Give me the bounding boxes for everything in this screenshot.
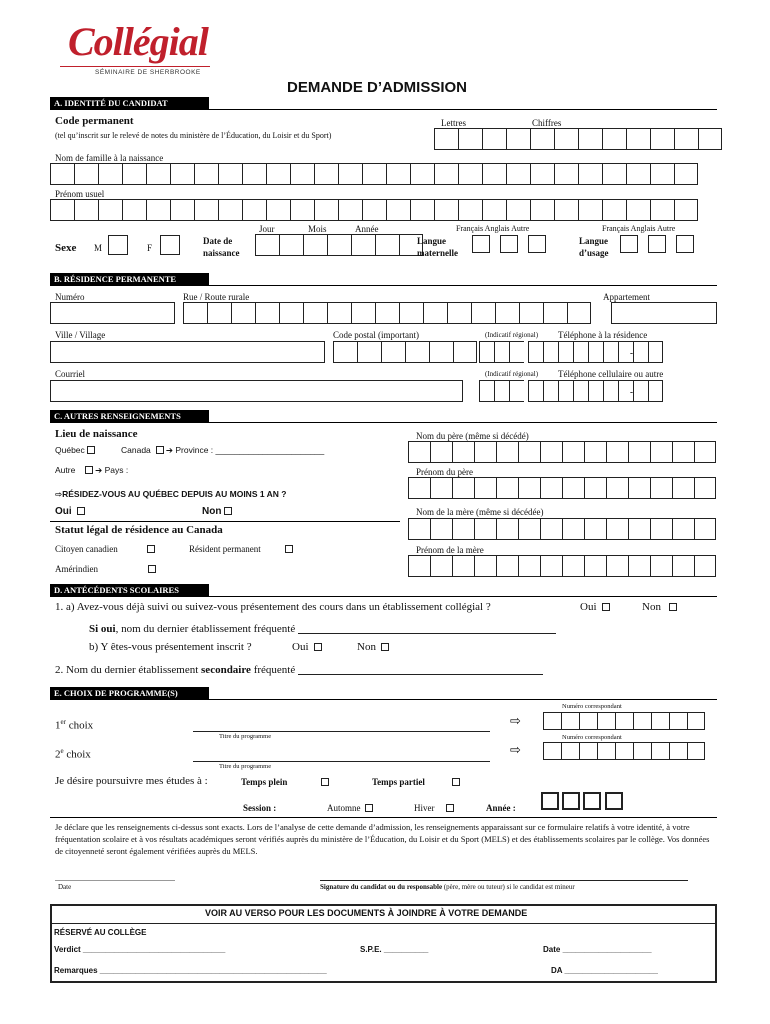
street-label: Rue / Route rurale	[183, 292, 250, 302]
usage-other-box[interactable]	[676, 235, 694, 253]
date-line[interactable]	[55, 880, 175, 881]
usage-language-label: Langue d’usage	[579, 236, 609, 258]
year-digit-3[interactable]	[583, 792, 601, 810]
sex-label: Sexe	[55, 242, 77, 254]
birth-date-cells[interactable]	[255, 234, 423, 256]
section-c-header: C. AUTRES RENSEIGNEMENTS	[50, 410, 209, 422]
mother-first-cells[interactable]	[408, 555, 716, 577]
full-time-option: Temps plein	[241, 777, 329, 787]
part-time-checkbox[interactable]	[452, 778, 460, 786]
da-field[interactable]: DA _____________________	[551, 966, 658, 975]
year-digit-1[interactable]	[541, 792, 559, 810]
resides-no: Non	[202, 506, 232, 517]
mother-tongue-label: Langue maternelle	[417, 236, 458, 258]
resides-question: ⇨RÉSIDEZ-VOUS AU QUÉBEC DEPUIS AU MOINS 1 AN ?	[55, 489, 287, 499]
num-corr-label-1: Numéro correspondant	[562, 703, 622, 710]
cell-phone-cells[interactable]	[479, 380, 663, 402]
q1a-text: 1. a) Avez-vous déjà suivi ou suivez-vous présentement des cours dans un établissement collégial ?	[55, 601, 491, 613]
mother-tongue-options: Français Anglais Autre	[456, 224, 530, 233]
verdict-field[interactable]: Verdict ________________________________	[54, 945, 226, 954]
last-college-field[interactable]	[298, 624, 556, 634]
quebec-checkbox[interactable]	[87, 446, 95, 454]
q1a-yes-checkbox[interactable]	[602, 603, 610, 611]
legal-status-label: Statut légal de résidence au Canada	[55, 524, 223, 536]
code-permanent-cells[interactable]	[434, 128, 722, 150]
amerindian-checkbox[interactable]	[148, 565, 156, 573]
q1b-yes-checkbox[interactable]	[314, 643, 322, 651]
resident-checkbox[interactable]	[285, 545, 293, 553]
citizen-option: Citoyen canadien	[55, 544, 155, 554]
choice1-label: 1er choix	[55, 718, 94, 732]
q1b-no: Non	[357, 641, 389, 653]
postal-code-label: Code postal (important)	[333, 330, 419, 340]
choice2-label: 2e choix	[55, 747, 91, 761]
postal-code-cells[interactable]	[333, 341, 477, 363]
cell-phone-dash: -	[630, 387, 633, 397]
section-b-header: B. RÉSIDENCE PERMANENTE	[50, 273, 209, 285]
usage-language-options: Français Anglais Autre	[602, 224, 676, 233]
reserved-label: RÉSERVÉ AU COLLÈGE	[54, 928, 147, 937]
part-time-option: Temps partiel	[372, 777, 460, 787]
mother-tongue-en-box[interactable]	[500, 235, 518, 253]
choice1-title-line[interactable]	[193, 731, 490, 732]
cell-phone-label: Téléphone cellulaire ou autre	[558, 369, 664, 379]
q1a-no-checkbox[interactable]	[669, 603, 677, 611]
family-name-cells[interactable]	[50, 163, 698, 185]
year-label: Année	[355, 224, 379, 234]
q1a-no: Non	[642, 601, 677, 613]
year-digit-2[interactable]	[562, 792, 580, 810]
regional-code-label-2: (Indicatif régional)	[485, 370, 539, 378]
section-d-header: D. ANTÉCÉDENTS SCOLAIRES	[50, 584, 209, 596]
q2-text: 2. Nom du dernier établissement secondaire fréquenté	[55, 664, 543, 676]
birthplace-other: Autre ➔ Pays :	[55, 465, 129, 475]
email-label: Courriel	[55, 369, 85, 379]
city-field[interactable]	[50, 341, 325, 363]
study-wish-label: Je désire poursuivre mes études à :	[55, 775, 208, 787]
logo-subtitle: SÉMINAIRE DE SHERBROOKE	[95, 69, 201, 76]
sex-f-label: F	[147, 243, 153, 253]
usage-fr-box[interactable]	[620, 235, 638, 253]
other-checkbox[interactable]	[85, 466, 93, 474]
date-label: Date	[58, 883, 72, 891]
page-title: DEMANDE D’ADMISSION	[287, 79, 468, 96]
signature-label: Signature du candidat ou du responsable (père, mère ou tuteur) si le candidat est mineur	[320, 883, 575, 891]
home-phone-cells[interactable]	[479, 341, 663, 363]
year-digit-4[interactable]	[605, 792, 623, 810]
home-phone-label: Téléphone à la résidence	[558, 330, 648, 340]
choice2-title-line[interactable]	[193, 761, 490, 762]
resides-yes: Oui	[55, 506, 85, 517]
if-yes-line: Si oui, nom du dernier établissement fréquenté	[89, 623, 556, 635]
q1b-yes: Oui	[292, 641, 322, 653]
choice2-arrow-icon: ⇨	[510, 742, 521, 757]
autumn-option: Automne	[327, 803, 373, 813]
usage-en-box[interactable]	[648, 235, 666, 253]
section-e-header: E. CHOIX DE PROGRAMME(S) D’ÉTUDES	[50, 687, 209, 699]
autumn-checkbox[interactable]	[365, 804, 373, 812]
declaration-text: Je déclare que les renseignements ci-dessus sont exacts. Lors de l’analyse de cette demande d’admission, les renseignements apparaissant sur ce formulaire relatifs à votre identité, à votre fréquentation scolaire et à vos résultats académiques seront vérifiés auprès du ministère de l’Éducation, du Loisir et du Sport (MELS) et des établissements scolaires par le collège. Vos données de citoyenneté seront également vérifiées auprès du MELS.	[55, 822, 710, 856]
birthplace-quebec: Québec	[55, 445, 95, 455]
remarks-field[interactable]: Remarques ___________________________________________________	[54, 966, 327, 975]
choice2-number-cells[interactable]	[543, 742, 705, 760]
mother-name-label: Nom de la mère (même si décédée)	[416, 507, 544, 517]
full-time-checkbox[interactable]	[321, 778, 329, 786]
date-office-field[interactable]: Date ____________________	[543, 945, 652, 954]
code-permanent-note: (tel qu’inscrit sur le relevé de notes du ministère de l’Éducation, du Loisir et du Sport)	[55, 131, 332, 140]
mother-tongue-other-box[interactable]	[528, 235, 546, 253]
documents-banner-text: VOIR AU VERSO POUR LES DOCUMENTS À JOINDRE À VOTRE DEMANDE	[205, 908, 528, 918]
sex-f-box[interactable]	[160, 235, 180, 255]
mother-name-cells[interactable]	[408, 518, 716, 540]
choice2-title-caption: Titre du programme	[219, 763, 272, 770]
last-secondary-field[interactable]	[298, 665, 543, 675]
sex-m-label: M	[94, 243, 103, 253]
first-name-cells[interactable]	[50, 199, 698, 221]
choice1-title-caption: Titre du programme	[219, 733, 272, 740]
section-a-header: A. IDENTITÉ DU CANDIDAT	[50, 97, 209, 109]
citizen-checkbox[interactable]	[147, 545, 155, 553]
birth-date-label: Date de naissance	[203, 236, 240, 258]
letters-label: Lettres	[441, 118, 466, 128]
mother-tongue-fr-box[interactable]	[472, 235, 490, 253]
logo-underline	[60, 66, 210, 67]
signature-line[interactable]	[320, 880, 688, 881]
code-permanent-label: Code permanent	[55, 115, 134, 127]
spe-field[interactable]: S.P.E. __________	[360, 945, 429, 954]
resides-yes-checkbox[interactable]	[77, 507, 85, 515]
birthplace-label: Lieu de naissance	[55, 428, 138, 440]
father-first-label: Prénom du père	[416, 467, 473, 477]
winter-checkbox[interactable]	[446, 804, 454, 812]
mother-first-label: Prénom de la mère	[416, 545, 484, 555]
month-label: Mois	[308, 224, 327, 234]
year-label-e: Année :	[486, 803, 516, 813]
number-label: Numéro	[55, 292, 85, 302]
session-label: Session :	[243, 803, 277, 813]
q1a-yes: Oui	[580, 601, 610, 613]
apartment-label: Appartement	[603, 292, 650, 302]
choice1-number-cells[interactable]	[543, 712, 705, 730]
q1b-text: b) Y êtes-vous présentement inscrit ?	[89, 641, 252, 653]
first-name-label: Prénom usuel	[55, 189, 105, 199]
resides-no-checkbox[interactable]	[224, 507, 232, 515]
q1b-no-checkbox[interactable]	[381, 643, 389, 651]
number-field[interactable]	[50, 302, 175, 324]
day-label: Jour	[259, 224, 275, 234]
father-first-cells[interactable]	[408, 477, 716, 499]
sex-m-box[interactable]	[108, 235, 128, 255]
email-field[interactable]	[50, 380, 463, 402]
logo-wordmark: Collégial	[68, 19, 208, 64]
family-name-label: Nom de famille à la naissance	[55, 153, 164, 163]
city-label: Ville / Village	[55, 330, 106, 340]
father-name-label: Nom du père (même si décédé)	[416, 431, 529, 441]
regional-code-label: (Indicatif régional)	[485, 331, 539, 339]
father-name-cells[interactable]	[408, 441, 716, 463]
digits-label: Chiffres	[532, 118, 562, 128]
birthplace-canada: Canada ➔ Province : _______________________	[121, 445, 325, 455]
street-cells[interactable]	[183, 302, 591, 324]
num-corr-label-2: Numéro correspondant	[562, 734, 622, 741]
canada-checkbox[interactable]	[156, 446, 164, 454]
winter-option: Hiver	[414, 803, 454, 813]
amerindian-option: Amérindien	[55, 564, 156, 574]
choice1-arrow-icon: ⇨	[510, 713, 521, 728]
resident-option: Résident permanent	[189, 544, 293, 554]
apartment-field[interactable]	[611, 302, 717, 324]
home-phone-dash: -	[630, 348, 633, 358]
